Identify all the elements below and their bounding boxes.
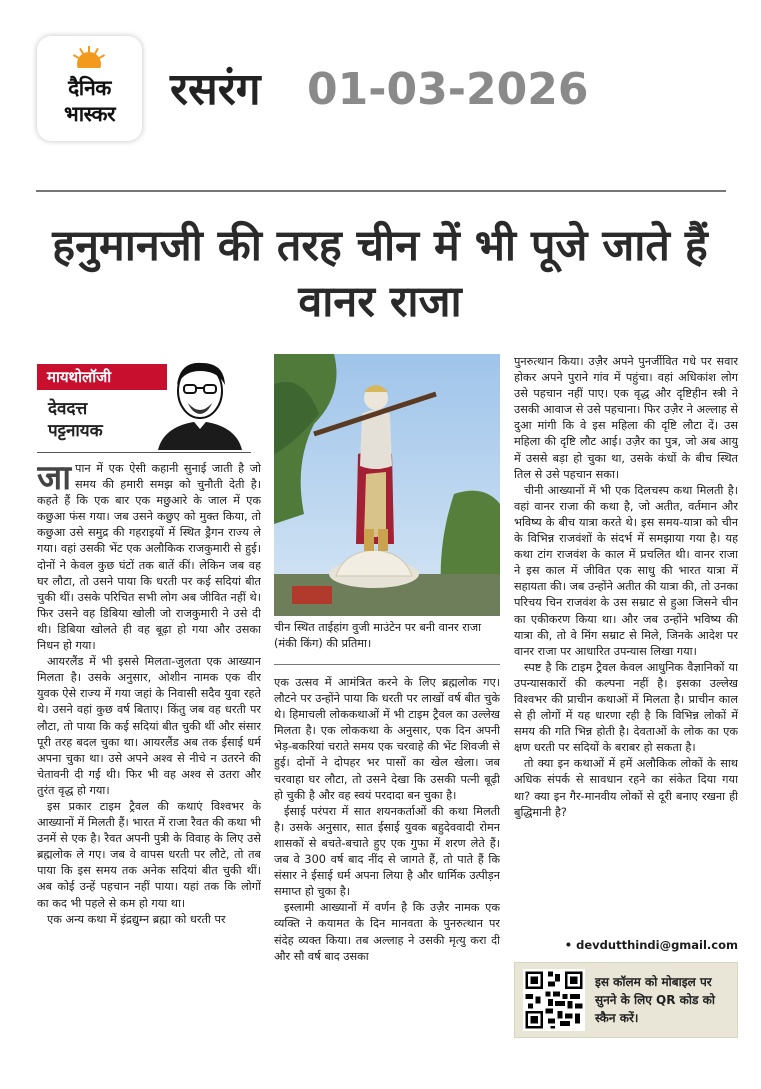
paragraph [37,461,261,654]
dropcap: जा [37,461,72,498]
caption-divider [274,664,500,665]
qr-text-line: स्कैन करें। [595,1011,639,1025]
photo-caption: चीन स्थित ताईहांग वुजी माउंटेन पर बनी वानर राजा (मंकी किंग) की प्रतिमा। [274,621,482,650]
author-name [48,398,103,442]
paragraph: इस प्रकार टाइम ट्रैवल की कथाएं विश्वभर के आख्यानों में मिलती हैं। भारत में राजा रैवत की कथा भी उनमें से एक है। रैवत अपनी पुत्री के विवाह के लिए उसे ब्रह्मलोक ले गए। जब वे वापस धरती पर लौटे, तो तब पाया कि इस समय तक अनेक सदियां बीत चुकी थीं। अब कोई उन्हें पहचान नहीं पाया। यहां तक कि लोगों का कद भी पहले से कम हो गया था। [37,799,261,910]
qr-code-icon[interactable] [523,969,585,1031]
qr-text-line: इस कॉलम को मोबाइल पर [595,975,712,989]
dainik-bhaskar-logo [37,36,142,141]
author-email: • devdutthindi@gmail.com [564,938,738,952]
author-first-name: देवदत्त [48,399,88,419]
article-column-3 [514,354,738,964]
logo-text-dainik: दैनिक [68,76,111,100]
paragraph: तो क्या इन कथाओं में हमें अलौकिक लोकों के साथ अधिक संपर्क से सावधान रहने का संकेत दिया गया था? क्या इन गैर-मानवीय लोकों से दूरी बनाए रखना ही बुद्धिमानी है? [514,757,738,819]
paragraph: चीनी आख्यानों में भी एक दिलचस्प कथा मिलती है। वहां वानर राजा की कथा है, जो अतीत, वर्तमान और भविष्य के बीच यात्रा करते थे। इस समय-यात्रा को चीन के विभिन्न राजवंशों के संदर्भ में समझाया गया है। यह कथा टांग राजवंश के काल में प्रचलित थी। वानर राजा ने इस काल में जीवित एक साधु की भारत यात्रा में सहायता की। जब उन्होंने अतीत की यात्रा की, तो उनका परिचय चिन राजवंश के उस सम्राट से हुआ जिसने चीन का एकीकरण किया था। और जब उन्होंने भविष्य की यात्रा की, तो वे मिंग सम्राट से मिले, जिनके आदेश पर वानर राजा पर आधारित उपन्यास लिखा गया। [514,483,738,658]
monkey-king-statue-photo [274,354,500,616]
qr-instructions [595,973,735,1027]
author-divider [37,452,251,453]
article-headline: हनुमानजी की तरह चीन में भी पूजे जाते हैं वानर राजा [52,221,708,327]
paragraph: ईसाई परंपरा में सात शयनकर्ताओं की कथा मिलती है। उसके अनुसार, सात ईसाई युवक बहुदेववादी रोमन शासकों से बचते-बचाते हुए एक गुफा में शरण लेते हैं। जब वे 300 वर्ष बाद नींद से जागते हैं, तो पाते हैं कि संसार ने ईसाई धर्म अपना लिया है और धार्मिक उत्पीड़न समाप्त हो चुका है। [274,804,500,899]
section-title: रसरंग [170,64,261,115]
paragraph: एक अन्य कथा में इंद्रद्युम्न ब्रह्मा को धरती पर [47,912,226,926]
qr-text-line: सुनने के लिए QR कोड को [595,993,715,1007]
header-divider [36,190,726,192]
column-tag: मायथोलॉजी [37,364,167,390]
paragraph: इस्लामी आख्यानों में वर्णन है कि उज़ैर नामक एक व्यक्ति ने कयामत के दिन मानवता के पुनरुत्थान पर संदेह व्यक्त किया। तब अल्लाह ने उसकी मृत्यु करा दी और सौ वर्ष बाद उसका [274,901,500,963]
qr-promo-box [514,962,738,1038]
paragraph: स्पष्ट है कि टाइम ट्रैवल केवल आधुनिक वैज्ञानिकों या उपन्यासकारों की कल्पना नहीं है। इसका उल्लेख विश्वभर की प्राचीन कथाओं में मिलता है। प्राचीन काल से ही लोगों में यह धारणा रही है कि विभिन्न लोकों में समय की गति भिन्न होती है। देवताओं के लोक का एक क्षण धरती पर सदियों के बराबर हो सकता है। [514,660,738,755]
issue-date: 01-03-2026 [307,64,589,115]
logo-text-bhaskar: भास्कर [63,102,116,126]
paragraph: पुनरुत्थान किया। उज़ैर अपने पुनर्जीवित गधे पर सवार होकर अपने पुराने गांव में पहुंचा। वहां अधिकांश लोग उसे पहचान नहीं पाए। एक वृद्ध और दृष्टिहीन स्त्री ने उसकी आवाज से उसे पहचाना। फिर उज़ैर ने अल्लाह से दुआ मांगी कि वे इस महिला की दृष्टि लौटा दें। उस महिला की दृष्टि लौट आई। उज़ैर का पुत्र, जो अब आयु में उससे बड़ा हो चुका था, उसके कंधों के बीच स्थित तिल से उसे पहचान सका। [514,355,738,481]
paragraph: एक उत्सव में आमंत्रित करने के लिए ब्रह्मलोक गए। लौटने पर उन्होंने पाया कि धरती पर लाखों वर्ष बीत चुके थे। हिमाचली लोककथाओं में भी टाइम ट्रैवल का उल्लेख मिलता है। एक लोककथा के अनुसार, एक दिन अपनी भेड़-बकरियां चराते समय एक चरवाहे की भेंट शिवजी से हुई। दोनों ने दोपहर भर पासों का खेल खेला। जब चरवाहा घर लौटा, तो उसने देखा कि उसकी पत्नी बूढ़ी हो चुकी है और वह स्वयं परदादा बन चुका है। [274,676,500,802]
article-column-2 [274,675,500,1045]
paragraph: आयरलैंड में भी इससे मिलता-जुलता एक आख्यान मिलता है। उसके अनुसार, ओशीन नामक एक वीर युवक ऐसे राज्य में गया जहां के निवासी सदैव युवा रहते थे। उसने वहां कुछ वर्ष बिताए। किंतु जब वह धरती पर लौटा, तो पाया कि कई सदियां बीत चुकी थीं और संसार पूरी तरह बदल चुका था। आयरलैंड अब तक ईसाई धर्म अपना चुका था। उसे अपने अश्व से नीचे न उतरने की चेतावनी दी गई थी। फिर भी वह अश्व से उतरा और तुरंत वृद्ध हो गया। [37,655,261,797]
article-column-1 [37,461,261,1041]
author-portrait [150,355,250,450]
sun-icon [71,46,107,68]
author-last-name: पट्टनायक [48,421,103,441]
paragraph-text: पान में एक ऐसी कहानी सुनाई जाती है जो समय की हमारी समझ को चुनौती देती है। कहते हैं कि एक बार एक मछुआरे के जाल में एक कछुआ फंस गया। जब उसने कछुए को मुक्त किया, तो कछुआ उसे समुद्र की गहराइयों में स्थित ड्रैगन राज्य ले गया। वहां उसकी भेंट एक अलौकिक राजकुमारी से हुई। दोनों ने केवल कुछ घंटों तक बातें कीं। लेकिन जब वह घर लौटा, तो उसने पाया कि धरती पर कई सदियां बीत चुकी थीं। उसके परिचित सभी लोग अब जीवित नहीं थे। फिर उसने वह डिबिया खोली जो राजकुमारी ने उसे दी थी। डिबिया खोलते ही वह बूढ़ा हो गया और उसका निधन हो गया। [37,462,261,653]
